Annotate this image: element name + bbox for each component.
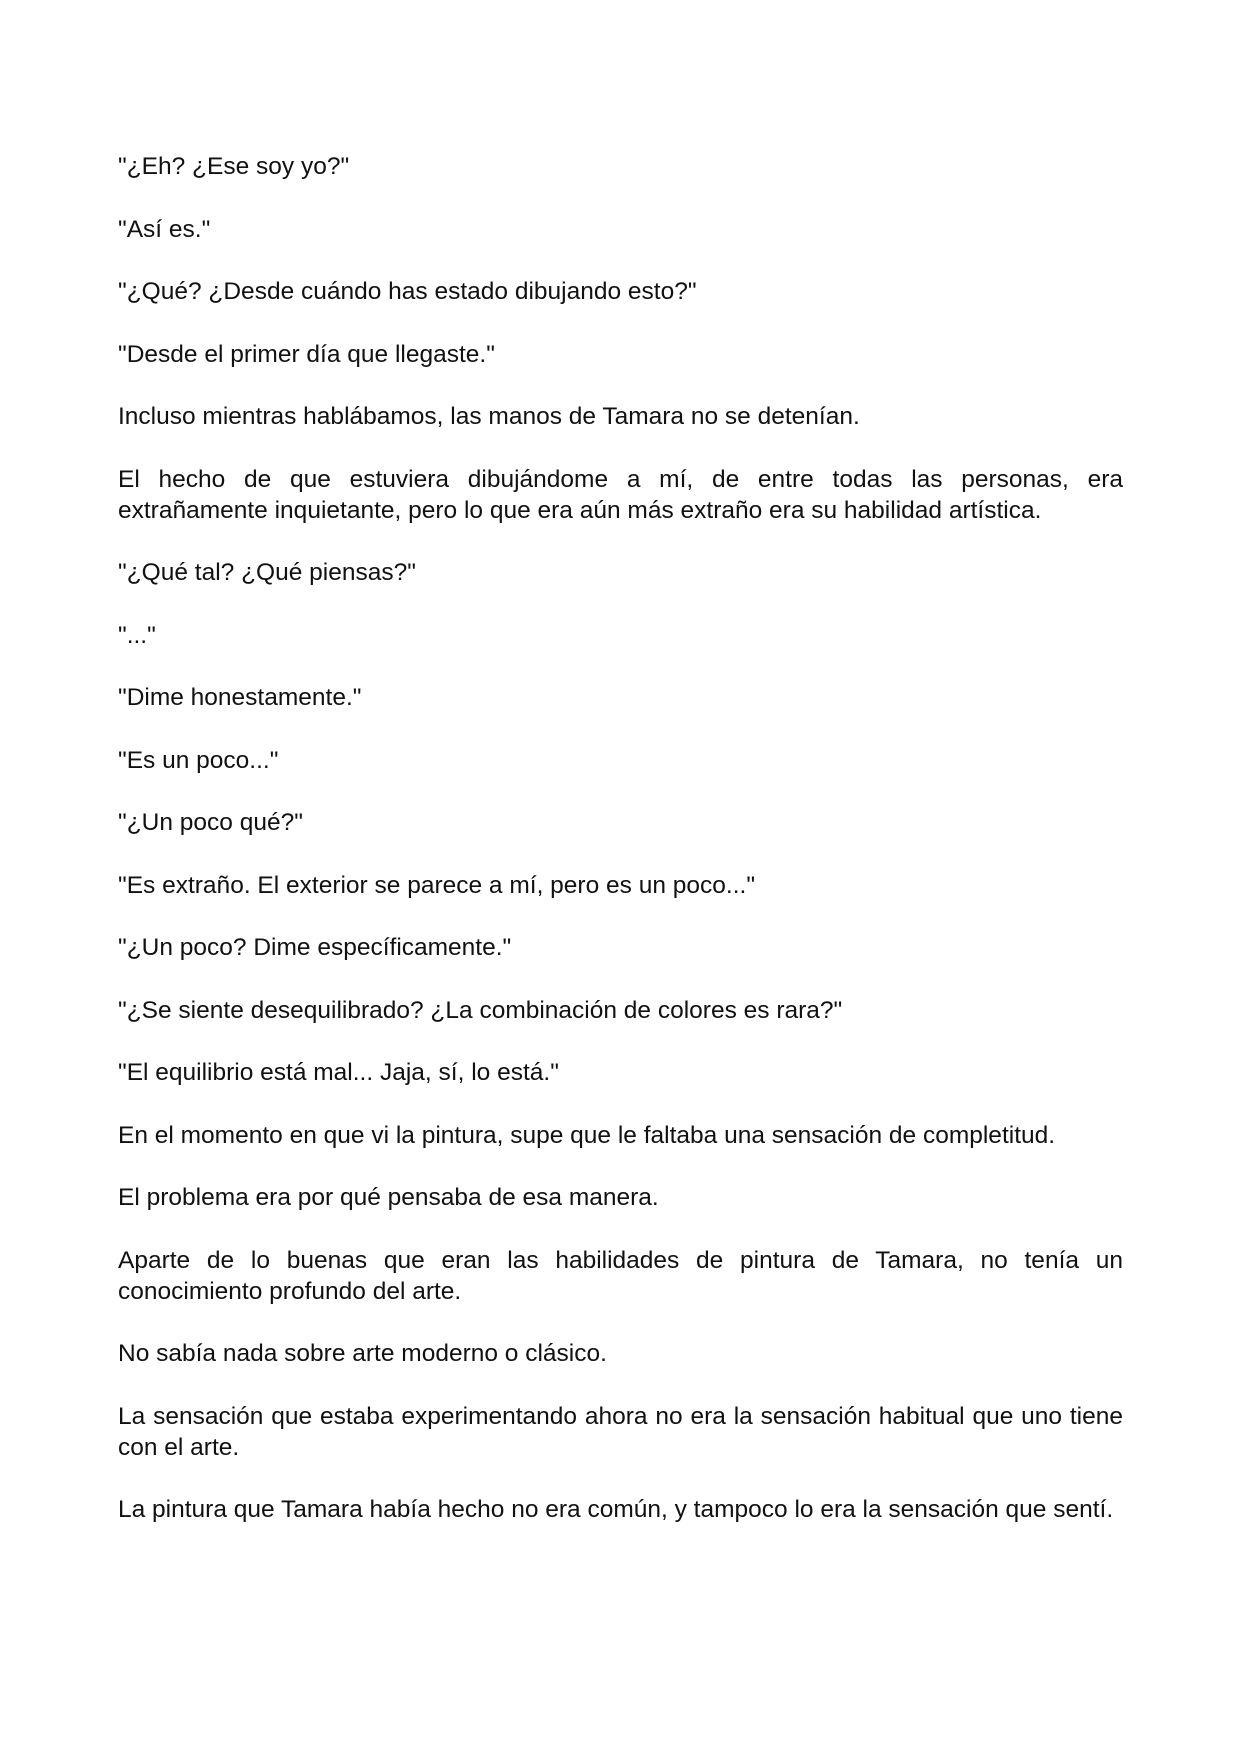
paragraph: La sensación que estaba experimentando ahora no era la sensación habitual que uno tiene con el arte. — [118, 1402, 1123, 1461]
paragraph: "¿Un poco qué?" — [118, 809, 303, 836]
paragraph: "¿Qué tal? ¿Qué piensas?" — [118, 559, 416, 586]
paragraph: "¿Eh? ¿Ese soy yo?" — [118, 153, 350, 180]
paragraph: No sabía nada sobre arte moderno o clásico. — [118, 1340, 607, 1367]
paragraph: Incluso mientras hablábamos, las manos de Tamara no se detenían. — [118, 403, 860, 430]
paragraph: "El equilibrio está mal... Jaja, sí, lo está." — [118, 1059, 559, 1086]
paragraph: El hecho de que estuviera dibujándome a mí, de entre todas las personas, era extrañamente inquietante, pero lo que era aún más extraño era su habilidad artística. — [118, 465, 1123, 524]
paragraph: "Así es." — [118, 215, 211, 243]
paragraph: "Es un poco..." — [118, 746, 279, 774]
paragraph: "¿Un poco? Dime específicamente." — [118, 934, 512, 961]
paragraph: "Es extraño. El exterior se parece a mí, pero es un poco..." — [118, 871, 756, 899]
paragraph: La pintura que Tamara había hecho no era común, y tampoco lo era la sensación que sentí. — [118, 1496, 1114, 1523]
document-body — [118, 151, 1123, 1557]
paragraph: "¿Qué? ¿Desde cuándo has estado dibujando esto?" — [118, 278, 697, 305]
paragraph: El problema era por qué pensaba de esa manera. — [118, 1184, 659, 1211]
paragraph: "Desde el primer día que llegaste." — [118, 340, 495, 368]
paragraph: En el momento en que vi la pintura, supe que le faltaba una sensación de completitud. — [118, 1121, 1056, 1149]
paragraph: Aparte de lo buenas que eran las habilidades de pintura de Tamara, no tenía un conocimiento profundo del arte. — [118, 1246, 1123, 1305]
paragraph: "¿Se siente desequilibrado? ¿La combinación de colores es rara?" — [118, 996, 843, 1024]
paragraph: "Dime honestamente." — [118, 684, 362, 711]
paragraph: "..." — [118, 621, 156, 649]
